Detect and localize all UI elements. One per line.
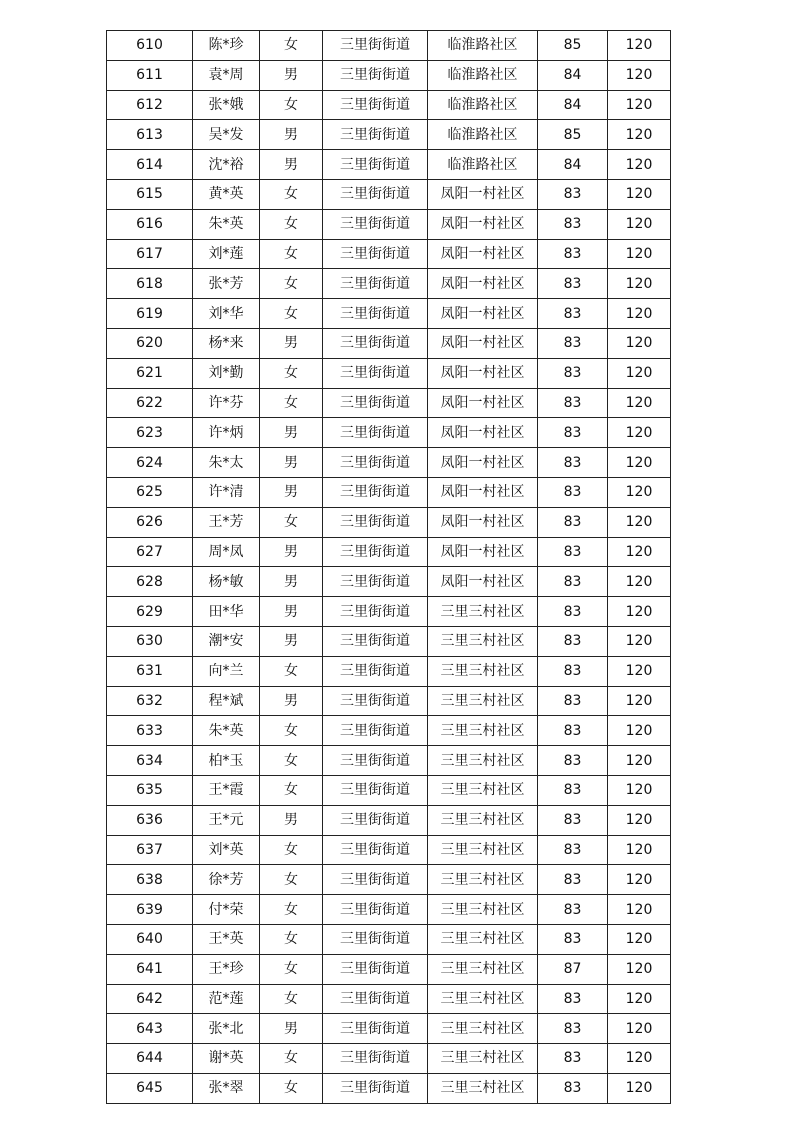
- row-number-cell: 634: [107, 746, 193, 776]
- name-cell: 张*芳: [193, 269, 260, 299]
- table-row: [107, 358, 671, 388]
- age-cell: 83: [538, 567, 608, 597]
- row-number-cell: 622: [107, 388, 193, 418]
- table-row: [107, 805, 671, 835]
- row-number-cell: 610: [107, 31, 193, 61]
- table-row: [107, 686, 671, 716]
- table-row: [107, 1073, 671, 1103]
- name-cell: 王*霞: [193, 775, 260, 805]
- row-number-cell: 613: [107, 120, 193, 150]
- table-row: [107, 448, 671, 478]
- street-cell: 三里街街道: [323, 895, 428, 925]
- amount-cell: 120: [608, 239, 671, 269]
- gender-cell: 男: [260, 150, 323, 180]
- street-cell: 三里街街道: [323, 567, 428, 597]
- table-row: [107, 1014, 671, 1044]
- street-cell: 三里街街道: [323, 775, 428, 805]
- street-cell: 三里街街道: [323, 90, 428, 120]
- age-cell: 83: [538, 775, 608, 805]
- gender-cell: 女: [260, 179, 323, 209]
- amount-cell: 120: [608, 805, 671, 835]
- community-cell: 三里三村社区: [428, 865, 538, 895]
- community-cell: 三里三村社区: [428, 1044, 538, 1074]
- age-cell: 83: [538, 656, 608, 686]
- amount-cell: 120: [608, 537, 671, 567]
- name-cell: 周*凤: [193, 537, 260, 567]
- table-row: [107, 1044, 671, 1074]
- age-cell: 83: [538, 626, 608, 656]
- name-cell: 向*兰: [193, 656, 260, 686]
- street-cell: 三里街街道: [323, 746, 428, 776]
- table-row: [107, 656, 671, 686]
- street-cell: 三里街街道: [323, 448, 428, 478]
- street-cell: 三里街街道: [323, 328, 428, 358]
- street-cell: 三里街街道: [323, 865, 428, 895]
- name-cell: 许*炳: [193, 418, 260, 448]
- gender-cell: 女: [260, 269, 323, 299]
- row-number-cell: 637: [107, 835, 193, 865]
- table-row: [107, 418, 671, 448]
- community-cell: 三里三村社区: [428, 626, 538, 656]
- community-cell: 凤阳一村社区: [428, 388, 538, 418]
- row-number-cell: 636: [107, 805, 193, 835]
- data-table: [106, 30, 671, 1104]
- street-cell: 三里街街道: [323, 358, 428, 388]
- age-cell: 83: [538, 805, 608, 835]
- gender-cell: 男: [260, 567, 323, 597]
- row-number-cell: 627: [107, 537, 193, 567]
- amount-cell: 120: [608, 1073, 671, 1103]
- table-row: [107, 239, 671, 269]
- row-number-cell: 624: [107, 448, 193, 478]
- gender-cell: 女: [260, 865, 323, 895]
- community-cell: 临淮路社区: [428, 60, 538, 90]
- name-cell: 刘*华: [193, 299, 260, 329]
- table-row: [107, 328, 671, 358]
- community-cell: 凤阳一村社区: [428, 269, 538, 299]
- gender-cell: 女: [260, 1044, 323, 1074]
- street-cell: 三里街街道: [323, 418, 428, 448]
- community-cell: 三里三村社区: [428, 954, 538, 984]
- amount-cell: 120: [608, 60, 671, 90]
- age-cell: 83: [538, 984, 608, 1014]
- row-number-cell: 644: [107, 1044, 193, 1074]
- gender-cell: 男: [260, 60, 323, 90]
- name-cell: 王*元: [193, 805, 260, 835]
- age-cell: 83: [538, 1044, 608, 1074]
- table-row: [107, 984, 671, 1014]
- name-cell: 许*清: [193, 477, 260, 507]
- table-row: [107, 537, 671, 567]
- age-cell: 83: [538, 388, 608, 418]
- amount-cell: 120: [608, 686, 671, 716]
- age-cell: 85: [538, 31, 608, 61]
- name-cell: 沈*裕: [193, 150, 260, 180]
- age-cell: 83: [538, 686, 608, 716]
- gender-cell: 男: [260, 418, 323, 448]
- gender-cell: 女: [260, 507, 323, 537]
- gender-cell: 女: [260, 239, 323, 269]
- amount-cell: 120: [608, 179, 671, 209]
- name-cell: 徐*芳: [193, 865, 260, 895]
- amount-cell: 120: [608, 328, 671, 358]
- age-cell: 83: [538, 477, 608, 507]
- name-cell: 王*珍: [193, 954, 260, 984]
- age-cell: 83: [538, 299, 608, 329]
- name-cell: 谢*英: [193, 1044, 260, 1074]
- gender-cell: 男: [260, 597, 323, 627]
- street-cell: 三里街街道: [323, 626, 428, 656]
- gender-cell: 男: [260, 120, 323, 150]
- community-cell: 三里三村社区: [428, 835, 538, 865]
- community-cell: 三里三村社区: [428, 775, 538, 805]
- community-cell: 凤阳一村社区: [428, 418, 538, 448]
- gender-cell: 男: [260, 1014, 323, 1044]
- row-number-cell: 643: [107, 1014, 193, 1044]
- street-cell: 三里街街道: [323, 31, 428, 61]
- name-cell: 潮*安: [193, 626, 260, 656]
- gender-cell: 男: [260, 805, 323, 835]
- age-cell: 83: [538, 1014, 608, 1044]
- name-cell: 张*娥: [193, 90, 260, 120]
- name-cell: 陈*珍: [193, 31, 260, 61]
- community-cell: 三里三村社区: [428, 924, 538, 954]
- table-row: [107, 924, 671, 954]
- amount-cell: 120: [608, 716, 671, 746]
- street-cell: 三里街街道: [323, 507, 428, 537]
- amount-cell: 120: [608, 358, 671, 388]
- name-cell: 张*北: [193, 1014, 260, 1044]
- age-cell: 83: [538, 507, 608, 537]
- table-row: [107, 746, 671, 776]
- amount-cell: 120: [608, 1044, 671, 1074]
- table-row: [107, 299, 671, 329]
- gender-cell: 女: [260, 358, 323, 388]
- age-cell: 83: [538, 448, 608, 478]
- gender-cell: 男: [260, 626, 323, 656]
- row-number-cell: 623: [107, 418, 193, 448]
- community-cell: 凤阳一村社区: [428, 358, 538, 388]
- name-cell: 许*芬: [193, 388, 260, 418]
- amount-cell: 120: [608, 209, 671, 239]
- amount-cell: 120: [608, 507, 671, 537]
- row-number-cell: 631: [107, 656, 193, 686]
- amount-cell: 120: [608, 835, 671, 865]
- row-number-cell: 635: [107, 775, 193, 805]
- amount-cell: 120: [608, 418, 671, 448]
- gender-cell: 女: [260, 299, 323, 329]
- table-row: [107, 895, 671, 925]
- name-cell: 吴*发: [193, 120, 260, 150]
- amount-cell: 120: [608, 597, 671, 627]
- table-row: [107, 477, 671, 507]
- street-cell: 三里街街道: [323, 954, 428, 984]
- name-cell: 田*华: [193, 597, 260, 627]
- age-cell: 83: [538, 269, 608, 299]
- street-cell: 三里街街道: [323, 716, 428, 746]
- community-cell: 临淮路社区: [428, 150, 538, 180]
- table-row: [107, 775, 671, 805]
- age-cell: 83: [538, 358, 608, 388]
- name-cell: 付*荣: [193, 895, 260, 925]
- age-cell: 83: [538, 537, 608, 567]
- table-row: [107, 388, 671, 418]
- row-number-cell: 620: [107, 328, 193, 358]
- row-number-cell: 640: [107, 924, 193, 954]
- gender-cell: 女: [260, 90, 323, 120]
- amount-cell: 120: [608, 895, 671, 925]
- community-cell: 凤阳一村社区: [428, 239, 538, 269]
- gender-cell: 男: [260, 537, 323, 567]
- community-cell: 三里三村社区: [428, 716, 538, 746]
- row-number-cell: 633: [107, 716, 193, 746]
- row-number-cell: 645: [107, 1073, 193, 1103]
- amount-cell: 120: [608, 269, 671, 299]
- name-cell: 张*翠: [193, 1073, 260, 1103]
- amount-cell: 120: [608, 477, 671, 507]
- table-row: [107, 835, 671, 865]
- amount-cell: 120: [608, 984, 671, 1014]
- table-row: [107, 60, 671, 90]
- age-cell: 83: [538, 835, 608, 865]
- table-row: [107, 150, 671, 180]
- street-cell: 三里街街道: [323, 924, 428, 954]
- row-number-cell: 641: [107, 954, 193, 984]
- name-cell: 王*英: [193, 924, 260, 954]
- table-row: [107, 90, 671, 120]
- table-row: [107, 507, 671, 537]
- amount-cell: 120: [608, 120, 671, 150]
- community-cell: 三里三村社区: [428, 746, 538, 776]
- age-cell: 84: [538, 60, 608, 90]
- street-cell: 三里街街道: [323, 1014, 428, 1044]
- gender-cell: 男: [260, 477, 323, 507]
- age-cell: 83: [538, 179, 608, 209]
- community-cell: 凤阳一村社区: [428, 477, 538, 507]
- community-cell: 凤阳一村社区: [428, 179, 538, 209]
- community-cell: 三里三村社区: [428, 984, 538, 1014]
- gender-cell: 女: [260, 924, 323, 954]
- street-cell: 三里街街道: [323, 120, 428, 150]
- row-number-cell: 629: [107, 597, 193, 627]
- community-cell: 临淮路社区: [428, 31, 538, 61]
- gender-cell: 女: [260, 835, 323, 865]
- row-number-cell: 611: [107, 60, 193, 90]
- community-cell: 三里三村社区: [428, 895, 538, 925]
- community-cell: 临淮路社区: [428, 120, 538, 150]
- row-number-cell: 618: [107, 269, 193, 299]
- street-cell: 三里街街道: [323, 477, 428, 507]
- amount-cell: 120: [608, 924, 671, 954]
- age-cell: 85: [538, 120, 608, 150]
- community-cell: 三里三村社区: [428, 656, 538, 686]
- name-cell: 袁*周: [193, 60, 260, 90]
- gender-cell: 女: [260, 895, 323, 925]
- street-cell: 三里街街道: [323, 209, 428, 239]
- street-cell: 三里街街道: [323, 60, 428, 90]
- table-body: [107, 31, 671, 1104]
- community-cell: 凤阳一村社区: [428, 507, 538, 537]
- street-cell: 三里街街道: [323, 537, 428, 567]
- name-cell: 朱*太: [193, 448, 260, 478]
- age-cell: 84: [538, 90, 608, 120]
- table-row: [107, 209, 671, 239]
- row-number-cell: 621: [107, 358, 193, 388]
- table-row: [107, 31, 671, 61]
- street-cell: 三里街街道: [323, 835, 428, 865]
- row-number-cell: 628: [107, 567, 193, 597]
- street-cell: 三里街街道: [323, 597, 428, 627]
- amount-cell: 120: [608, 90, 671, 120]
- table-row: [107, 597, 671, 627]
- row-number-cell: 625: [107, 477, 193, 507]
- community-cell: 凤阳一村社区: [428, 448, 538, 478]
- community-cell: 三里三村社区: [428, 1014, 538, 1044]
- street-cell: 三里街街道: [323, 179, 428, 209]
- street-cell: 三里街街道: [323, 269, 428, 299]
- row-number-cell: 642: [107, 984, 193, 1014]
- gender-cell: 女: [260, 954, 323, 984]
- community-cell: 凤阳一村社区: [428, 299, 538, 329]
- amount-cell: 120: [608, 299, 671, 329]
- amount-cell: 120: [608, 1014, 671, 1044]
- name-cell: 朱*英: [193, 716, 260, 746]
- table-row: [107, 954, 671, 984]
- amount-cell: 120: [608, 626, 671, 656]
- table-row: [107, 716, 671, 746]
- community-cell: 临淮路社区: [428, 90, 538, 120]
- row-number-cell: 619: [107, 299, 193, 329]
- street-cell: 三里街街道: [323, 1073, 428, 1103]
- table-row: [107, 120, 671, 150]
- street-cell: 三里街街道: [323, 239, 428, 269]
- community-cell: 三里三村社区: [428, 597, 538, 627]
- name-cell: 刘*莲: [193, 239, 260, 269]
- table-row: [107, 179, 671, 209]
- amount-cell: 120: [608, 656, 671, 686]
- community-cell: 凤阳一村社区: [428, 328, 538, 358]
- street-cell: 三里街街道: [323, 686, 428, 716]
- name-cell: 柏*玉: [193, 746, 260, 776]
- name-cell: 程*斌: [193, 686, 260, 716]
- amount-cell: 120: [608, 567, 671, 597]
- street-cell: 三里街街道: [323, 388, 428, 418]
- table-row: [107, 865, 671, 895]
- amount-cell: 120: [608, 31, 671, 61]
- gender-cell: 女: [260, 1073, 323, 1103]
- street-cell: 三里街街道: [323, 299, 428, 329]
- name-cell: 杨*敏: [193, 567, 260, 597]
- gender-cell: 女: [260, 388, 323, 418]
- age-cell: 83: [538, 418, 608, 448]
- row-number-cell: 639: [107, 895, 193, 925]
- community-cell: 凤阳一村社区: [428, 567, 538, 597]
- age-cell: 83: [538, 924, 608, 954]
- community-cell: 三里三村社区: [428, 686, 538, 716]
- community-cell: 凤阳一村社区: [428, 209, 538, 239]
- name-cell: 范*莲: [193, 984, 260, 1014]
- table-row: [107, 567, 671, 597]
- name-cell: 王*芳: [193, 507, 260, 537]
- row-number-cell: 626: [107, 507, 193, 537]
- row-number-cell: 616: [107, 209, 193, 239]
- gender-cell: 女: [260, 716, 323, 746]
- name-cell: 杨*来: [193, 328, 260, 358]
- row-number-cell: 617: [107, 239, 193, 269]
- name-cell: 黄*英: [193, 179, 260, 209]
- row-number-cell: 632: [107, 686, 193, 716]
- amount-cell: 120: [608, 865, 671, 895]
- street-cell: 三里街街道: [323, 150, 428, 180]
- street-cell: 三里街街道: [323, 1044, 428, 1074]
- age-cell: 87: [538, 954, 608, 984]
- age-cell: 83: [538, 716, 608, 746]
- table-row: [107, 626, 671, 656]
- age-cell: 83: [538, 597, 608, 627]
- gender-cell: 女: [260, 775, 323, 805]
- street-cell: 三里街街道: [323, 656, 428, 686]
- age-cell: 84: [538, 150, 608, 180]
- amount-cell: 120: [608, 775, 671, 805]
- community-cell: 凤阳一村社区: [428, 537, 538, 567]
- street-cell: 三里街街道: [323, 805, 428, 835]
- amount-cell: 120: [608, 746, 671, 776]
- row-number-cell: 615: [107, 179, 193, 209]
- gender-cell: 女: [260, 209, 323, 239]
- age-cell: 83: [538, 328, 608, 358]
- age-cell: 83: [538, 746, 608, 776]
- amount-cell: 120: [608, 388, 671, 418]
- name-cell: 刘*英: [193, 835, 260, 865]
- age-cell: 83: [538, 895, 608, 925]
- name-cell: 朱*英: [193, 209, 260, 239]
- table-row: [107, 269, 671, 299]
- row-number-cell: 638: [107, 865, 193, 895]
- gender-cell: 女: [260, 984, 323, 1014]
- gender-cell: 女: [260, 656, 323, 686]
- street-cell: 三里街街道: [323, 984, 428, 1014]
- age-cell: 83: [538, 865, 608, 895]
- row-number-cell: 614: [107, 150, 193, 180]
- name-cell: 刘*勤: [193, 358, 260, 388]
- age-cell: 83: [538, 1073, 608, 1103]
- gender-cell: 女: [260, 31, 323, 61]
- gender-cell: 男: [260, 328, 323, 358]
- community-cell: 三里三村社区: [428, 1073, 538, 1103]
- amount-cell: 120: [608, 448, 671, 478]
- community-cell: 三里三村社区: [428, 805, 538, 835]
- amount-cell: 120: [608, 150, 671, 180]
- age-cell: 83: [538, 209, 608, 239]
- gender-cell: 女: [260, 746, 323, 776]
- amount-cell: 120: [608, 954, 671, 984]
- gender-cell: 男: [260, 686, 323, 716]
- row-number-cell: 630: [107, 626, 193, 656]
- gender-cell: 男: [260, 448, 323, 478]
- age-cell: 83: [538, 239, 608, 269]
- row-number-cell: 612: [107, 90, 193, 120]
